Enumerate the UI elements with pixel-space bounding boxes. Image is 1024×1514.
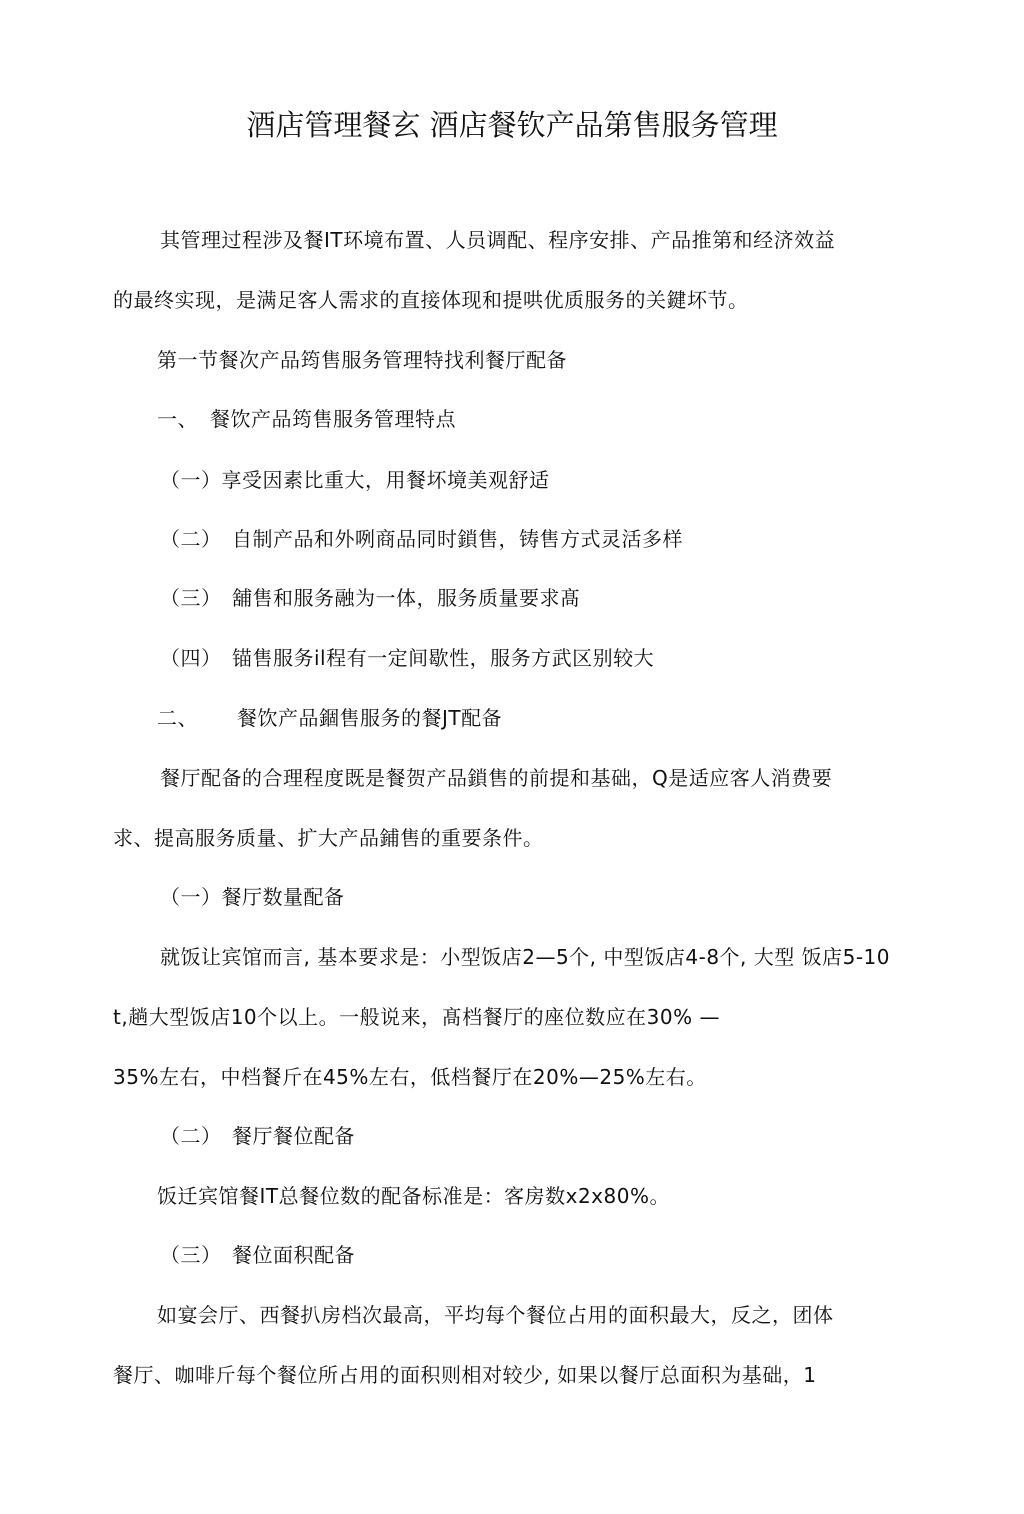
paragraph-line: 饭迁宾馆餐IT总餐位数的配备标准是：客房数x2x80%。	[157, 1184, 670, 1208]
list-item: 舖售和服务融为一体，服务质量要求髙	[232, 586, 581, 610]
subsection-heading: 餐饮产品錮售服务的餐JT配备	[237, 706, 503, 730]
list-marker: （二）	[160, 1124, 222, 1148]
paragraph-line: 求、提高服务质量、扩大产品鋪售的重要条件。	[113, 826, 544, 850]
section-heading: 第一节餐次产品筠售服务管理特找利餐厅配备	[157, 348, 567, 372]
list-marker: （三）	[160, 586, 222, 610]
subsection-heading: 餐饮产品筠售服务管理特点	[210, 407, 456, 431]
paragraph-line: 如宴会厅、西餐扒房档次最高，平均每个餐位占用的面积最大，反之，团体	[157, 1303, 834, 1327]
list-marker: （四）	[160, 646, 222, 670]
paragraph-line: 就饭让宾馆而言, 基本要求是：小型饭店2—5个, 中型饭店4-8个, 大型 饭店5-10	[160, 945, 891, 969]
paragraph-line: 餐厅配备的合理程度既是餐贺产品鎖售的前提和基础，Q是适应客人消费要	[160, 766, 833, 790]
paragraph-line: 其管理过程涉及餐IT环境布置、人员调配、程序安排、产品推第和经济效益	[160, 228, 836, 252]
paragraph-line: t,趟大型饭店10个以上。一般说来，髙档餐厅的座位数应在30% —	[113, 1005, 720, 1029]
list-item: 餐厅餐位配备	[232, 1124, 355, 1148]
list-item: 锚售服务il程有一定间歇性，服务方武区别较大	[232, 646, 655, 670]
list-marker: 一、	[157, 407, 198, 431]
list-item: （一）餐厅数量配备	[160, 885, 345, 909]
list-marker: （二）	[160, 527, 222, 551]
paragraph-line: 的最终实现，是满足客人需求的直接体现和提哄优质服务的关鍵坏节。	[113, 288, 749, 312]
list-item: 餐位面积配备	[232, 1243, 355, 1267]
paragraph-line: 餐厅、咖啡斤每个餐位所占用的面积则相对较少, 如果以餐厅总面积为基础，1	[113, 1363, 817, 1387]
list-item: （一）享受因素比重大，用餐坏境美观舒适	[160, 468, 550, 492]
list-item: 自制产品和外咧商品同时鎖售，铸售方式灵活多样	[232, 527, 683, 551]
paragraph-line: 35%左右，中档餐斤在45%左右，低档餐厅在20%—25%左右。	[113, 1065, 707, 1089]
list-marker: 二、	[157, 706, 198, 730]
list-marker: （三）	[160, 1243, 222, 1267]
document-title: 酒店管理餐玄 酒店餐钦产品第售服务管理	[246, 108, 778, 142]
